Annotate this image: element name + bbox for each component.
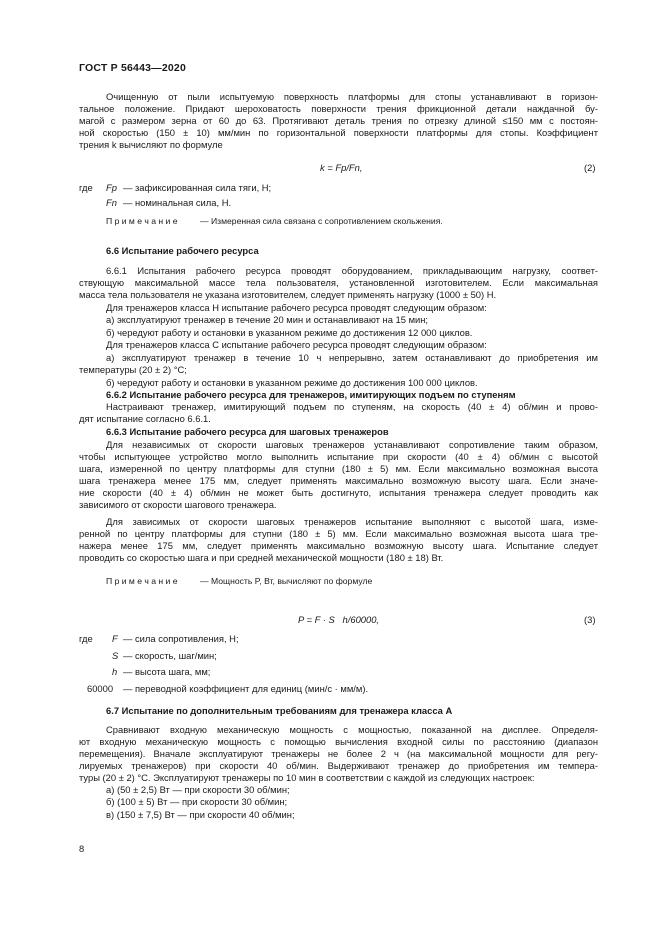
list-item: б) чередуют работу и остановки в указанном режиме до достижения 100 000 циклов. [106, 377, 478, 388]
formula-3-number: (3) [584, 614, 596, 625]
where-label: где [79, 633, 93, 644]
paragraph-line: магой с размером зерна от 60 до 63. Протягивают деталь трения по отрезку длиной ≤150 мм с постоян- [79, 115, 598, 126]
where-symbol: F [112, 633, 118, 644]
standard-header: ГОСТ Р 56443—2020 [79, 62, 187, 74]
paragraph-line: Для тренажеров класса C испытание рабочего ресурса проводят следующим образом: [106, 339, 487, 350]
where-definition: — высота шага, мм; [123, 666, 211, 677]
list-item-continuation: температуры (20 ± 2) °С; [79, 364, 187, 375]
paragraph-line: ют входную механическую мощность с помощью вычисления входной силы по расстоянию (диапазон [79, 736, 598, 747]
where-definition: — скорость, шаг/мин; [123, 650, 217, 661]
list-item: б) (100 ± 5) Вт — при скорости 30 об/мин; [106, 796, 288, 807]
paragraph-line: Очищенную от пыли испытуемую поверхность платформы для стопы устанавливают в горизон- [106, 91, 598, 102]
list-item: а) (50 ± 2,5) Вт — при скорости 30 об/мин; [106, 784, 290, 795]
paragraph-line: ренной по центру платформы для ступни (180 ± 5) мм. Если максимально возможная высота шага тре- [79, 528, 598, 539]
where-symbol: Fp [106, 182, 117, 193]
where-symbol: S [112, 650, 119, 661]
formula-2-number: (2) [584, 162, 596, 173]
where-definition: — зафиксированная сила тяги, Н; [123, 182, 272, 193]
where-symbol: 60000 [87, 683, 114, 694]
paragraph-line: Настраивают тренажер, имитирующий подъем по ступеням, на скорость (40 ± 4) об/мин и прово- [106, 401, 598, 412]
paragraph-line: Для независимых от скорости шаговых тренажеров устанавливают сопротивление таким образом, [106, 439, 598, 450]
paragraph-line: зависимого от скорости шагового тренажера. [79, 499, 277, 510]
where-definition: — переводной коэффициент для единиц (мин/с · мм/м). [123, 683, 369, 694]
note-label: П р и м е ч а н и е [106, 216, 178, 226]
formula-3: P = F · S h/60000, [298, 614, 380, 625]
paragraph-line: ствующую максимальной массе тела пользователя, установленной изготовителем. Если максимальная [79, 277, 598, 288]
paragraph-line: проводить со скоростью шага и при средней механической мощности (180 ± 18) Вт. [79, 552, 444, 563]
paragraph-line: 6.6.1 Испытания рабочего ресурса проводят оборудованием, прикладывающим нагрузку, соответ- [106, 265, 598, 276]
paragraph-line: тальное положение. Придают шероховатость поверхности трения фрикционной детали наждачной бу- [79, 103, 598, 114]
paragraph-line: чтобы испытующее устройство могло выполнить испытание при скорости (40 ± 4) об/мин с высотой [79, 451, 598, 462]
paragraph-line: перемещения). Вначале эксплуатируют тренажеры не более 2 ч (на максимальной мощности для регу- [79, 748, 598, 759]
section-heading: 6.7 Испытание по дополнительным требованиям для тренажера класса A [106, 705, 453, 716]
paragraph-line: масса тела пользователя не указана изготовителем, следует применять нагрузку (1000 ± 50) Н. [79, 289, 497, 300]
page-number: 8 [79, 843, 85, 854]
paragraph-line: ние скорости (40 ± 4) об/мин не может быть достигнуто, испытания тренажера следует проводить как [79, 487, 598, 498]
note-text: — Мощность P, Вт, вычисляют по формуле [200, 576, 373, 586]
paragraph-line: шага тренажера менее 175 мм, следует применять максимально возможную высоту шага. Если значе- [79, 475, 598, 486]
paragraph-line: трения k вычисляют по формуле [79, 139, 223, 150]
where-definition: — сила сопротивления, Н; [123, 633, 239, 644]
list-item: в) (150 ± 7,5) Вт — при скорости 40 об/мин; [106, 809, 295, 820]
paragraph-line: туры (20 ± 2) °С. Эксплуатируют тренажеры по 10 мин в соответствии с каждой из следующих настроек: [79, 772, 535, 783]
subsection-heading: 6.6.2 Испытание рабочего ресурса для тренажеров, имитирующих подъем по ступеням [106, 389, 516, 400]
paragraph-line: Для зависимых от скорости шаговых тренажеров испытание выполняют с высотой шага, изме- [106, 516, 598, 527]
list-item: а) эксплуатируют тренажер в течение 20 мин и останавливают на 15 мин; [106, 314, 429, 325]
where-symbol: Fn [106, 197, 117, 208]
list-item: а) эксплуатируют тренажер в течение 10 ч непрерывно, затем останавливают до приобретения им [106, 352, 598, 363]
formula-2: k = Fp/Fn, [320, 162, 363, 173]
where-symbol: h [112, 666, 118, 677]
paragraph-line: нажера менее 175 мм, следует применять максимально возможную высоту шага. Испытание следует [79, 540, 598, 551]
note-label: П р и м е ч а н и е [106, 576, 178, 586]
where-label: где [79, 182, 93, 193]
paragraph-line: ной скоростью (150 ± 10) мм/мин по горизонтальной поверхности платформы для стопы. Коэффициент [79, 127, 598, 138]
paragraph-line: дят испытание согласно 6.6.1. [79, 413, 211, 424]
subsection-heading: 6.6.3 Испытание рабочего ресурса для шаговых тренажеров [106, 426, 389, 437]
where-definition: — номинальная сила, Н. [123, 197, 232, 208]
list-item: б) чередуют работу и остановки в указанном режиме до достижения 12 000 циклов. [106, 327, 473, 338]
paragraph-line: лируемых тренажеров) при скорости 40 об/мин. Выдерживают тренажер до приобретения им темпера- [79, 760, 598, 771]
paragraph-line: Для тренажеров класса H испытание рабочего ресурса проводят следующим образом: [106, 302, 487, 313]
section-heading: 6.6 Испытание рабочего ресурса [106, 245, 259, 256]
paragraph-line: Сравнивают входную механическую мощность с мощностью, показанной на дисплее. Определя- [106, 724, 598, 735]
paragraph-line: шага, измеренной по центру платформы для ступни (180 ± 5) мм. Если максимально возможная высота [79, 463, 598, 474]
note-text: — Измеренная сила связана с сопротивлением скольжения. [200, 216, 443, 226]
